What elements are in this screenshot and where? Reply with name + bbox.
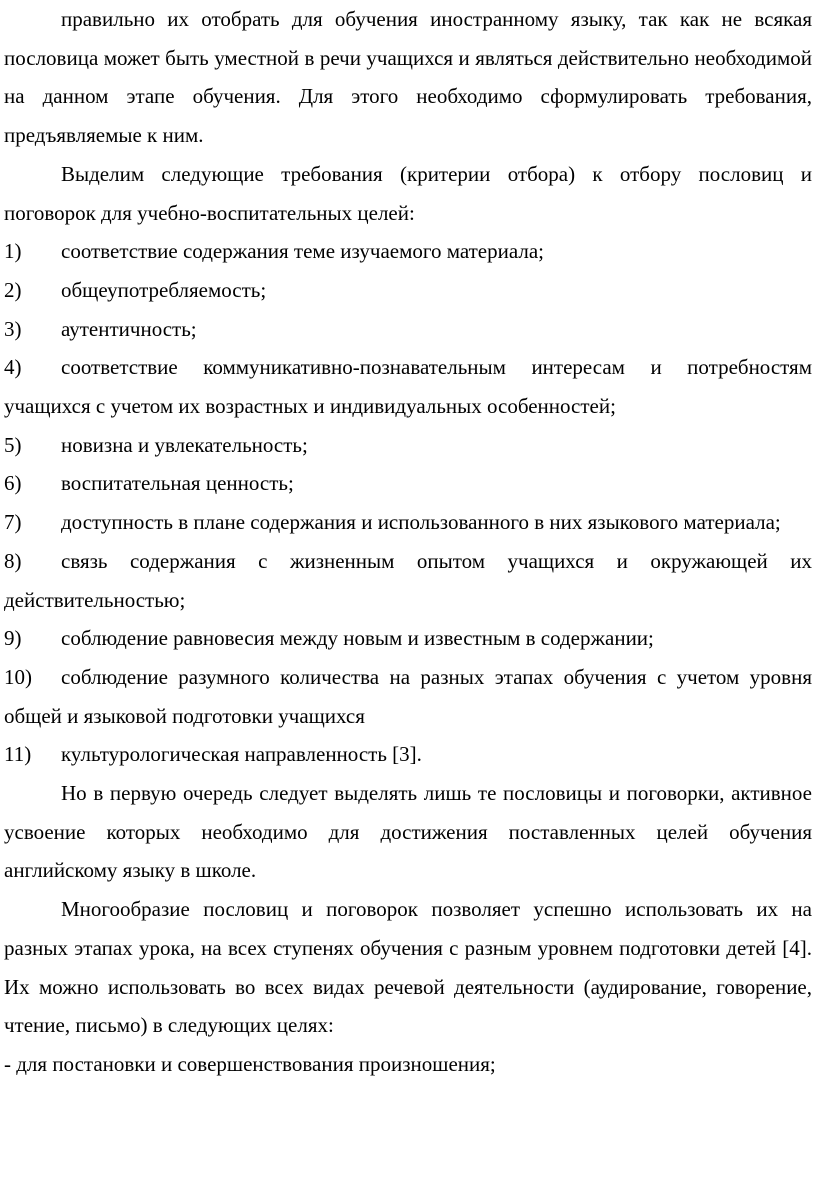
criteria-list <box>4 232 812 774</box>
list-item <box>4 658 812 735</box>
list-item-number: 1) <box>4 239 22 264</box>
list-item-text: аутентичность; <box>61 316 197 341</box>
list-item-text: связь содержания с жизненным опытом учащихся и окружающей их действительностью; <box>4 548 812 612</box>
paragraph-2: Выделим следующие требования (критерии отбора) к отбору пословиц и поговорок для учебно-воспитательных целей: <box>4 161 812 225</box>
list-item-number: 3) <box>4 316 22 341</box>
paragraph-4: Многообразие пословиц и поговорок позволяет успешно использовать их на разных этапах урока, на всех ступенях обучения с разным уровнем подготовки детей [4]. Их можно использовать во всех видах речевой деятельности (аудирование, говорение, чтение, письмо) в следующих целях: <box>4 897 812 1038</box>
list-item-number: 9) <box>4 626 22 651</box>
list-item <box>4 348 812 425</box>
list-item-number: 6) <box>4 471 22 496</box>
list-item-number: 8) <box>4 548 22 573</box>
list-item-number: 10) <box>4 664 32 689</box>
list-item <box>4 735 812 774</box>
list-item-text: общеупотребляемость; <box>61 277 267 302</box>
list-item-number: 4) <box>4 355 22 380</box>
list-item <box>4 232 812 271</box>
list-item <box>4 464 812 503</box>
list-item <box>4 503 812 542</box>
list-item-number: 7) <box>4 510 22 535</box>
list-item-text: соблюдение разумного количества на разных этапах обучения с учетом уровня общей и языковой подготовки учащихся <box>4 664 812 728</box>
list-item-text: соблюдение равновесия между новым и известным в содержании; <box>61 626 654 651</box>
document-page <box>4 0 812 1084</box>
list-item <box>4 310 812 349</box>
list-item <box>4 542 812 619</box>
list-item-text: воспитательная ценность; <box>61 471 294 496</box>
list-item-text: соответствие коммуникативно-познавательным интересам и потребностям учащихся с учетом их возрастных и индивидуальных особенностей; <box>4 355 812 419</box>
list-item-text: новизна и увлекательность; <box>61 432 308 457</box>
list-item-text: соответствие содержания теме изучаемого материала; <box>61 239 545 264</box>
list-item-number: 2) <box>4 277 22 302</box>
list-item <box>4 271 812 310</box>
paragraph-3: Но в первую очередь следует выделять лишь те пословицы и поговорки, активное усвоение которых необходимо для достижения поставленных целей обучения английскому языку в школе. <box>4 781 812 883</box>
paragraph-1: правильно их отобрать для обучения иностранному языку, так как не всякая пословица может быть уместной в речи учащихся и являться действительно необходимой на данном этапе обучения. Для этого необходимо сформулировать требования, предъявляемые к ним. <box>4 7 812 148</box>
list-item-number: 11) <box>4 742 32 767</box>
list-item <box>4 426 812 465</box>
list-item <box>4 619 812 658</box>
list-item-number: 5) <box>4 432 22 457</box>
list-item-text: доступность в плане содержания и использованного в них языкового материала; <box>61 510 781 535</box>
list-item-text: культурологическая направленность [3]. <box>61 742 422 767</box>
dash-list-item: - для постановки и совершенствования произношения; <box>4 1051 496 1076</box>
